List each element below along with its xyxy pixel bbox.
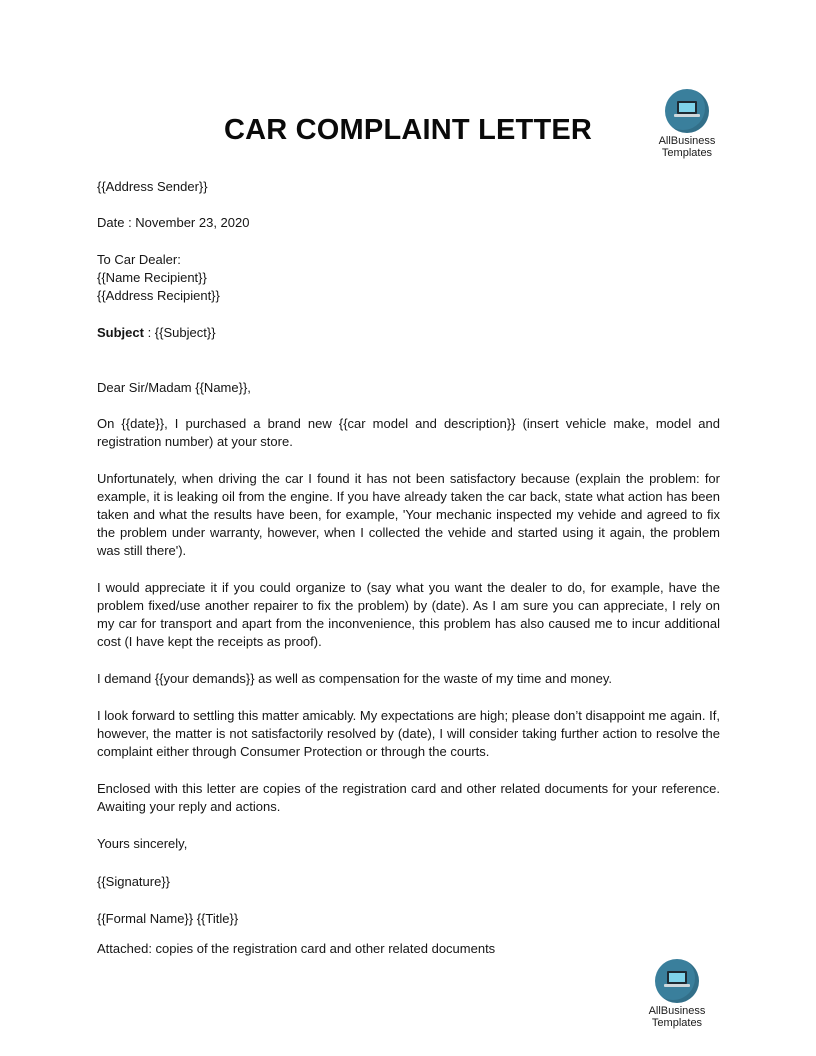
laptop-icon	[673, 99, 701, 121]
date-line: Date : November 23, 2020	[97, 215, 250, 230]
paragraph-2: Unfortunately, when driving the car I found it has not been satisfactory because (explain the problem: for example, it is leaking oil from the engine. If you have already taken the car back, state what action has been taken and what the results have been, for example, 'Your mechanic inspected my vehide and agreed to fix the problem under warranty, however, when I collected the vehide and started using it again, the problem was still there').	[97, 471, 720, 559]
subject-label: Subject	[97, 325, 144, 340]
paragraph-4: I demand {{your demands}} as well as compensation for the waste of my time and money.	[97, 671, 612, 686]
formal-name: {{Formal Name}} {{Title}}	[97, 911, 239, 926]
logo-bottom	[632, 959, 722, 1029]
laptop-icon	[663, 969, 691, 991]
paragraph-5: I look forward to settling this matter amicably. My expectations are high; please don’t disappoint me again. If, however, the matter is not satisfactorily resolved by (date), I will consider taking further action to resolve the complaint either through Consumer Protection or through the courts.	[97, 708, 720, 760]
recipient-line3: {{Address Recipient}}	[97, 288, 220, 304]
attached-line: Attached: copies of the registration card and other related documents	[97, 941, 496, 956]
signature-placeholder: {{Signature}}	[97, 874, 171, 889]
paragraph-1: On {{date}}, I purchased a brand new {{car model and description}} (insert vehicle make, model and registration number) at your store.	[97, 416, 720, 450]
logo-line1: AllBusiness	[648, 1005, 706, 1017]
subject-value: : {{Subject}}	[143, 325, 216, 340]
paragraph-6: Enclosed with this letter are copies of the registration card and other related documents for your reference. Awaiting your reply and actions.	[97, 781, 720, 815]
closing: Yours sincerely,	[97, 836, 188, 851]
logo-top	[642, 89, 732, 159]
logo-line2: Templates	[661, 147, 713, 159]
logo-circle	[655, 959, 699, 1003]
recipient-line2: {{Name Recipient}}	[97, 270, 207, 286]
logo-line1: AllBusiness	[658, 135, 716, 147]
page-title: CAR COMPLAINT LETTER	[223, 114, 593, 146]
logo-text	[632, 1005, 722, 1029]
paragraph-3: I would appreciate it if you could organize to (say what you want the dealer to do, for example, have the problem fixed/use another repairer to fix the problem) by (date). As I am sure you can appreciate, I rely on my car for transport and apart from the inconvenience, this problem has also caused me to incur additional cost (I have kept the receipts as proof).	[97, 580, 720, 650]
logo-line2: Templates	[651, 1017, 703, 1029]
logo-circle	[665, 89, 709, 133]
subject-line	[97, 324, 720, 342]
salutation: Dear Sir/Madam {{Name}},	[97, 380, 251, 395]
logo-text	[642, 135, 732, 159]
recipient-line1: To Car Dealer:	[97, 252, 181, 267]
recipient-block	[97, 251, 720, 305]
address-sender: {{Address Sender}}	[97, 179, 208, 194]
